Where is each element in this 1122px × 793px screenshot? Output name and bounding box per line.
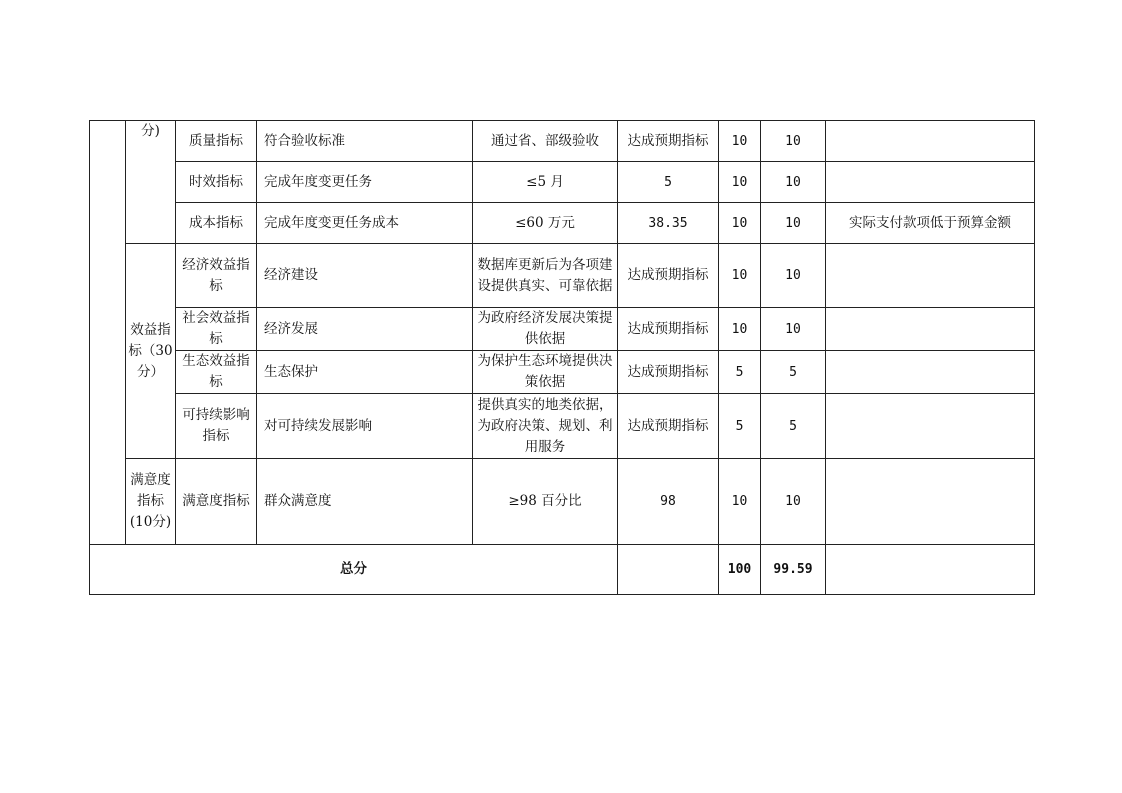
score-cell: 10 [761,162,826,203]
score-cell: 5 [761,394,826,459]
weight-cell: 10 [719,162,761,203]
note-cell [826,308,1035,351]
note-cell [826,351,1035,394]
actual-cell: 98 [618,459,719,545]
group-cell: 满意度指标(10分) [126,459,176,545]
table-row [90,244,1035,308]
group-cell: 分) [126,121,176,244]
score-cell: 10 [761,203,826,244]
indicator-name-cell: 符合验收标准 [257,121,473,162]
score-cell: 10 [761,308,826,351]
weight-cell: 5 [719,351,761,394]
category-cell [90,121,126,545]
actual-cell: 38.35 [618,203,719,244]
weight-cell: 10 [719,121,761,162]
note-cell [826,162,1035,203]
weight-cell: 10 [719,459,761,545]
table-row [90,121,1035,162]
note-cell: 实际支付款项低于预算金额 [826,203,1035,244]
table-row [90,308,1035,351]
score-cell: 10 [761,459,826,545]
total-row [90,545,1035,595]
indicator-name-cell: 完成年度变更任务成本 [257,203,473,244]
note-cell [826,459,1035,545]
note-cell [826,244,1035,308]
weight-cell: 5 [719,394,761,459]
target-cell: ≤5 月 [473,162,618,203]
sub-indicator-cell: 时效指标 [176,162,257,203]
indicator-name-cell: 对可持续发展影响 [257,394,473,459]
target-cell: ≥98 百分比 [473,459,618,545]
table-row [90,203,1035,244]
weight-cell: 10 [719,308,761,351]
actual-cell: 达成预期指标 [618,351,719,394]
actual-cell: 达成预期指标 [618,244,719,308]
total-weight-cell: 100 [719,545,761,595]
total-score-cell: 99.59 [761,545,826,595]
actual-cell: 达成预期指标 [618,308,719,351]
sub-indicator-cell: 满意度指标 [176,459,257,545]
sub-indicator-cell: 经济效益指标 [176,244,257,308]
target-cell: 为政府经济发展决策提供依据 [473,308,618,351]
group-cell: 效益指标（30分） [126,244,176,459]
indicator-name-cell: 经济发展 [257,308,473,351]
sub-indicator-cell: 可持续影响指标 [176,394,257,459]
indicator-name-cell: 群众满意度 [257,459,473,545]
total-note-cell [826,545,1035,595]
total-label: 总分 [90,545,618,595]
target-cell: 提供真实的地类依据，为政府决策、规划、利用服务 [473,394,618,459]
score-cell: 10 [761,244,826,308]
sub-indicator-cell: 成本指标 [176,203,257,244]
weight-cell: 10 [719,203,761,244]
performance-table [89,120,1035,595]
indicator-name-cell: 经济建设 [257,244,473,308]
target-cell: 为保护生态环境提供决策依据 [473,351,618,394]
target-cell: 通过省、部级验收 [473,121,618,162]
sub-indicator-cell: 质量指标 [176,121,257,162]
note-cell [826,121,1035,162]
actual-cell: 达成预期指标 [618,394,719,459]
target-cell: 数据库更新后为各项建设提供真实、可靠依据 [473,244,618,308]
table-row [90,394,1035,459]
total-actual-cell [618,545,719,595]
weight-cell: 10 [719,244,761,308]
indicator-name-cell: 生态保护 [257,351,473,394]
target-cell: ≤60 万元 [473,203,618,244]
sub-indicator-cell: 社会效益指标 [176,308,257,351]
actual-cell: 5 [618,162,719,203]
score-cell: 5 [761,351,826,394]
sub-indicator-cell: 生态效益指标 [176,351,257,394]
table-row [90,351,1035,394]
table-row [90,162,1035,203]
note-cell [826,394,1035,459]
table-row [90,459,1035,545]
indicator-name-cell: 完成年度变更任务 [257,162,473,203]
actual-cell: 达成预期指标 [618,121,719,162]
score-cell: 10 [761,121,826,162]
